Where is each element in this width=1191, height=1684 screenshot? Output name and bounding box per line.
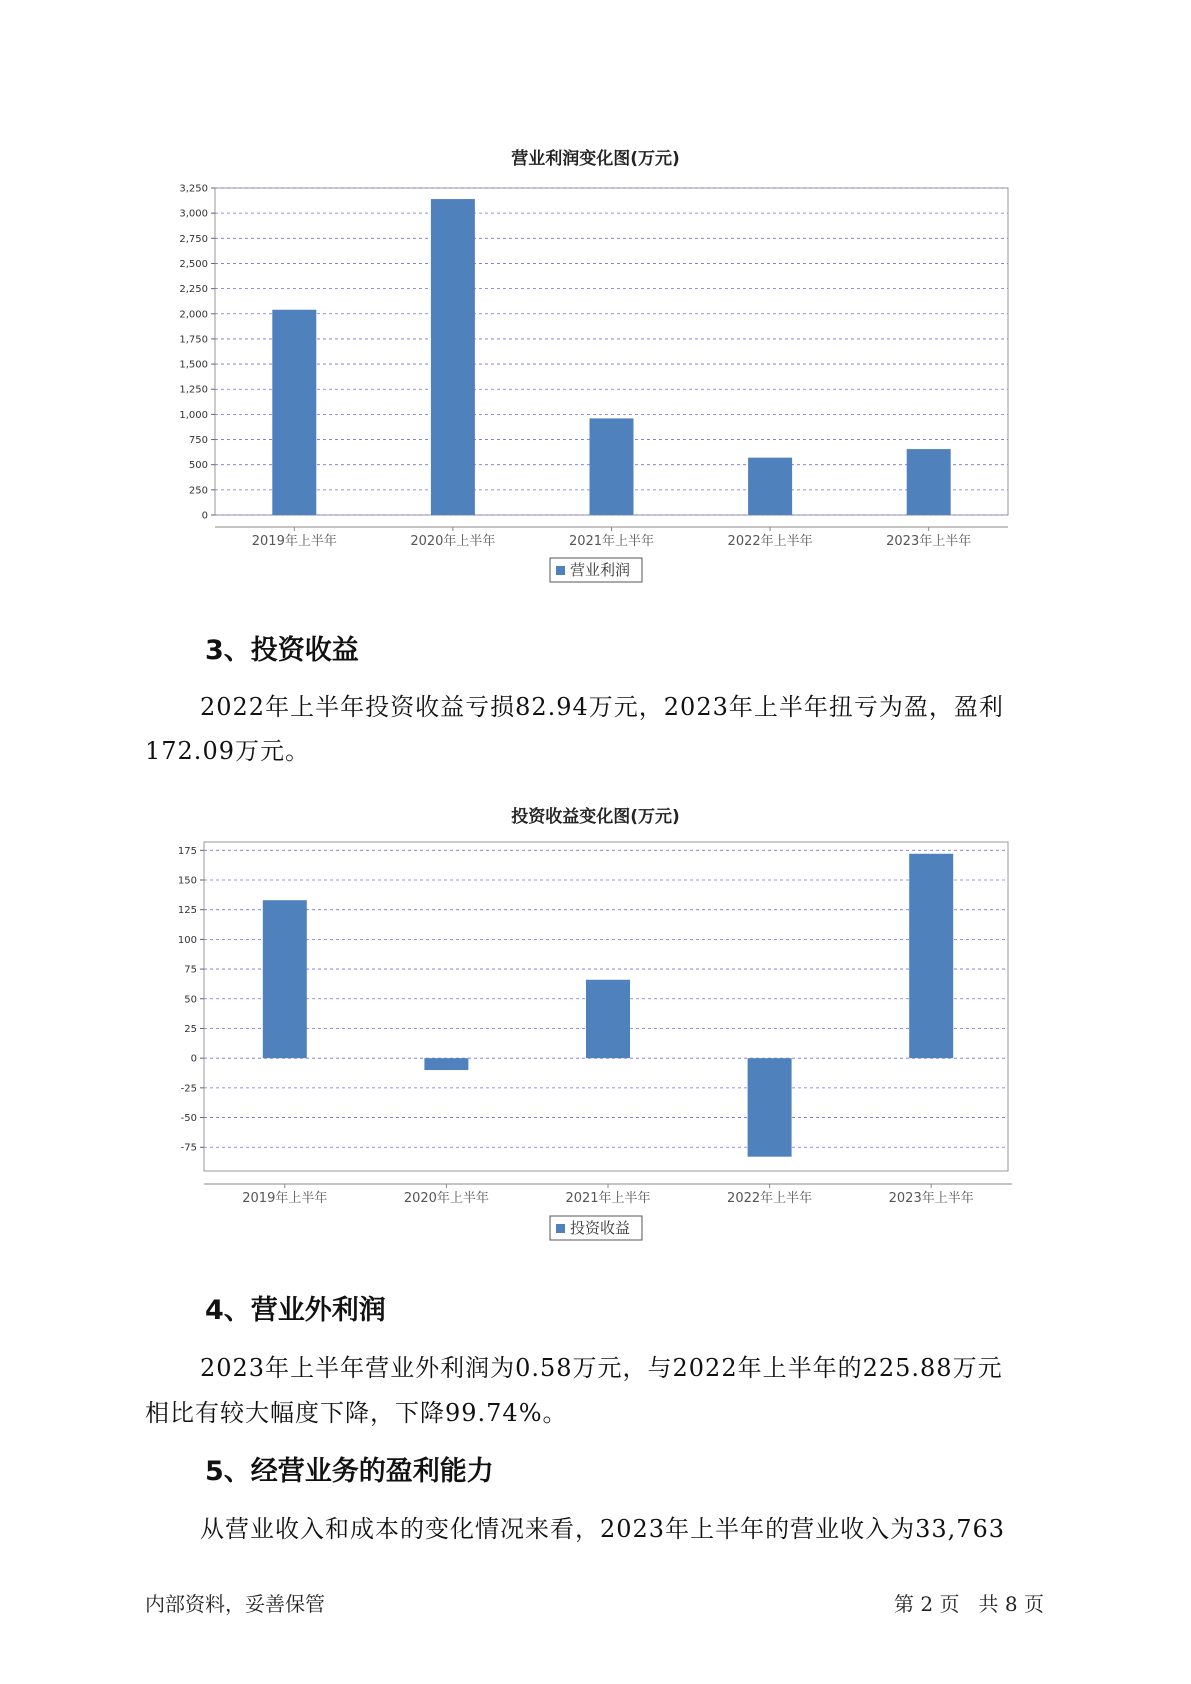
- chart1-ytick-label: 500: [188, 460, 208, 472]
- chart2-ytick-label: 175: [177, 845, 197, 857]
- footer-confidential-note: 内部资料，妥善保管: [145, 1592, 325, 1616]
- chart2-ytick-label: -75: [180, 1142, 197, 1154]
- operating-profit-chart: [0, 170, 1191, 610]
- chart1-legend-swatch: [556, 566, 565, 575]
- chart1-bar-4: [748, 458, 792, 515]
- chart2-bar-4: [748, 1058, 792, 1157]
- section3-line-2: 172.09万元。: [145, 737, 310, 765]
- chart1-ytick-label: 1,000: [179, 409, 208, 421]
- chart2-category-label: 2021年上半年: [565, 1191, 651, 1206]
- section5-line-1: 从营业收入和成本的变化情况来看，2023年上半年的营业收入为33,763: [200, 1515, 1006, 1543]
- chart1-legend-label: 营业利润: [570, 561, 631, 579]
- footer-page-number: 第 2 页 共 8 页: [894, 1592, 1044, 1616]
- chart2-category-label: 2020年上半年: [403, 1191, 489, 1206]
- chart2-ytick-label: 0: [190, 1053, 197, 1065]
- chart2-ytick-label: 25: [184, 1023, 197, 1035]
- chart1-ytick-label: 0: [201, 510, 208, 522]
- chart1-ytick-label: 1,250: [179, 384, 208, 396]
- chart1-ytick-label: 2,000: [179, 309, 208, 321]
- chart2-ytick-label: -25: [180, 1083, 197, 1095]
- chart2-ytick-label: 150: [177, 875, 197, 887]
- chart1-title: 营业利润变化图(万元): [511, 149, 680, 169]
- chart1-ytick-label: 2,750: [179, 233, 208, 245]
- chart2-bar-5: [909, 854, 953, 1058]
- chart2-ytick-label: 100: [177, 934, 197, 946]
- chart1-category-label: 2021年上半年: [568, 534, 655, 549]
- chart2-bar-2: [424, 1058, 468, 1070]
- chart1-ytick-label: 750: [188, 435, 208, 447]
- chart1-bar-1: [272, 310, 316, 515]
- chart1-ytick-label: 1,750: [179, 334, 208, 346]
- chart1-category-label: 2022年上半年: [727, 534, 813, 549]
- chart2-category-label: 2022年上半年: [727, 1191, 813, 1206]
- chart2-ytick-label: -50: [180, 1113, 197, 1125]
- chart2-legend-swatch: [556, 1224, 565, 1233]
- chart1-bar-3: [590, 418, 634, 515]
- chart1-bar-2: [431, 199, 475, 515]
- section4-line-1: 2023年上半年营业外利润为0.58万元，与2022年上半年的225.88万元: [200, 1354, 1003, 1382]
- chart2-category-label: 2019年上半年: [242, 1191, 328, 1206]
- section3-line-1: 2022年上半年投资收益亏损82.94万元，2023年上半年扭亏为盈，盈利: [200, 693, 1004, 721]
- chart1-ytick-label: 2,250: [179, 284, 208, 296]
- chart2-bar-3: [586, 980, 630, 1058]
- chart1-category-label: 2020年上半年: [410, 534, 496, 549]
- chart2-ytick-label: 50: [184, 994, 197, 1006]
- chart1-category-label: 2023年上半年: [886, 534, 972, 549]
- chart1-category-label: 2019年上半年: [251, 534, 337, 549]
- section3-heading: 3、投资收益: [205, 635, 359, 666]
- chart1-ytick-label: 1,500: [179, 359, 208, 371]
- chart1-ytick-label: 2,500: [179, 258, 208, 270]
- investment-income-chart: [0, 830, 1191, 1250]
- section5-heading: 5、经营业务的盈利能力: [205, 1456, 494, 1487]
- chart2-legend-label: 投资收益: [570, 1219, 631, 1237]
- chart2-bar-1: [263, 900, 307, 1058]
- chart2-title: 投资收益变化图(万元): [511, 807, 680, 827]
- section4-heading: 4、营业外利润: [205, 1295, 386, 1326]
- chart1-ytick-label: 3,250: [179, 183, 208, 195]
- chart2-ytick-label: 125: [177, 905, 197, 917]
- chart2-ytick-label: 75: [184, 964, 197, 976]
- chart1-ytick-label: 250: [188, 485, 208, 497]
- section4-line-2: 相比有较大幅度下降，下降99.74%。: [145, 1399, 568, 1427]
- chart1-ytick-label: 3,000: [179, 208, 208, 220]
- chart1-bar-5: [907, 449, 951, 515]
- chart2-category-label: 2023年上半年: [888, 1191, 974, 1206]
